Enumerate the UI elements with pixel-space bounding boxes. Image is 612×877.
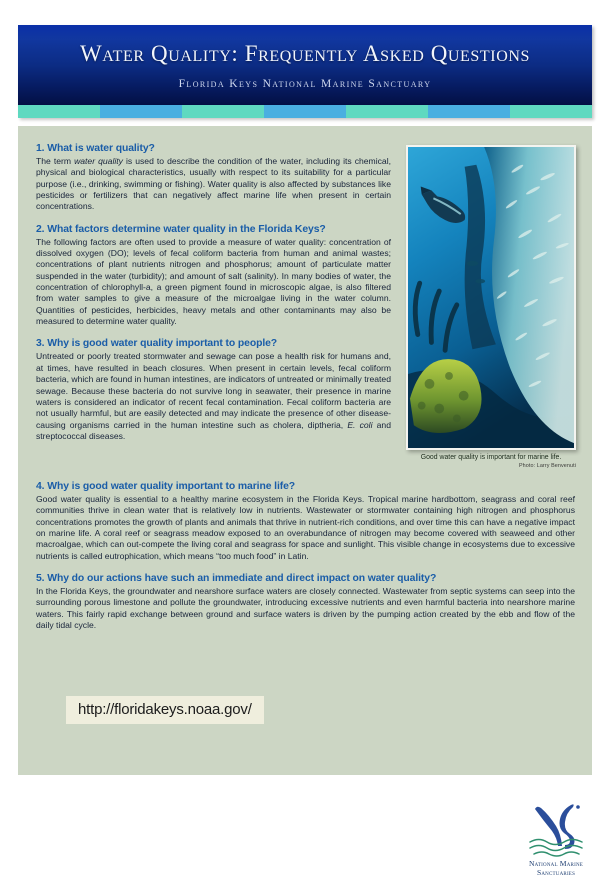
faq-body-1-pre: The term [36, 156, 74, 166]
photo-caption: Good water quality is important for marine life. [406, 454, 576, 463]
faq-body-3 [36, 351, 391, 442]
faq-heading-2: 2. What factors determine water quality in the Florida Keys? [36, 224, 391, 235]
photo-figure [406, 145, 576, 469]
accent-strip-segment-1 [18, 105, 100, 118]
faq-body-1 [36, 156, 391, 213]
page-subtitle: Florida Keys National Marine Sanctuary [18, 78, 592, 90]
logo-text [515, 860, 597, 877]
photo-credit: Photo: Larry Benvenuti [406, 463, 576, 469]
accent-strip-segment-7 [510, 105, 592, 118]
title-banner [18, 25, 592, 105]
content-panel [18, 126, 592, 775]
faq-body-2: The following factors are often used to provide a measure of water quality: concentration of dissolved oxygen (DO); levels of fecal coliform bacteria from human and animal wastes; concentrations of plant nutrients nitrogen and phosphorus; amount of particulate matter suspended in the water (turbidity); and amount of salt (salinity). In many bodies of water, the concentration of chlorophyll-a, a green pigment found in microscopic algae, is also filtered from water samples to give a measure of the microalgae living in the water column. Quantities of pesticides, herbicides, heavy metals and other contaminants may also be measured to determine water quality. [36, 237, 391, 328]
faq-body-3-italic: E. coli [347, 420, 372, 430]
national-marine-sanctuaries-logo [515, 804, 597, 877]
faq-item-3 [36, 338, 391, 442]
accent-strip-segment-3 [182, 105, 264, 118]
accent-strip-segment-2 [100, 105, 182, 118]
faq-item-5 [36, 573, 575, 631]
faq-body-3-tail: and streptococcal diseases. [36, 420, 391, 441]
faq-body-3-main: Untreated or poorly treated stormwater and sewage can pose a health risk for humans and, at times, have resulted in beach closures. When present in certain levels, fecal coliform bacteria, which are found in human intestines, are indicators of untreated or minimally treated sewage. Because these bacteria do not survive long in seawater, their presence in marine waters is considered an indicator of recent fecal contamination. Fecal coliform bacteria are not usually harmful, but are easily detected and may indicate the presence of other disease-causing organisms carried in the human intestine such as cholera, diptheria, [36, 351, 391, 429]
faq-body-5: In the Florida Keys, the groundwater and nearshore surface waters are closely connected. Wastewater from septic systems can seep into the surrounding porous limestone and pollute the groundwater, introducing excessive nutrients and even harmful bacteria into nearshore marine waters. This fairly rapid exchange between ground and surface waters is driven by the pumping action created by the ebb and flow of the daily tidal cycle. [36, 586, 575, 631]
faq-heading-4: 4. Why is good water quality important to marine life? [36, 481, 575, 492]
accent-color-strip [18, 105, 592, 118]
logo-text-line2: Sanctuaries [515, 869, 597, 877]
website-url[interactable]: http://floridakeys.noaa.gov/ [66, 696, 264, 724]
faq-item-2 [36, 224, 391, 328]
faq-item-4 [36, 481, 575, 562]
faq-heading-1: 1. What is water quality? [36, 143, 391, 154]
logo-text-line1: National Marine [515, 860, 597, 869]
faq-item-1 [36, 143, 391, 213]
faq-column-left [36, 143, 391, 442]
whale-tail-icon [525, 804, 587, 858]
page-title: Water Quality: Frequently Asked Questions [18, 41, 592, 67]
faq-heading-3: 3. Why is good water quality important to people? [36, 338, 391, 349]
faq-heading-5: 5. Why do our actions have such an immediate and direct impact on water quality? [36, 573, 575, 584]
faq-body-1-italic: water quality [74, 156, 123, 166]
faq-column-full [36, 481, 575, 631]
accent-strip-segment-6 [428, 105, 510, 118]
faq-body-1-rest: is used to describe the condition of the water, including its chemical, physical and biological characteristics, usually with respect to its suitability for a particular purpose (i.e., drinking, swimming or fishing). Water quality is also affected by substances like pesticides or fertilizers that can negatively affect marine life when present in certain concentrations. [36, 156, 391, 211]
faq-body-4: Good water quality is essential to a healthy marine ecosystem in the Florida Keys. Tropical marine hardbottom, seagrass and coral reef communities thrive in clean water that is relatively low in nutrients. Wastewater or stormwater containing high nitrogen and phosphorus concentrations promotes the growth of plants and animals that thrive in nutrient-rich conditions, and over time this can have a negative impact on marine life. A coral reef or seagrass meadow exposed to an overabundance of nitrogen may become covered with seaweed and other macroalgae, which can out-compete the living coral and seagrass for space and sunlight. This visible change in ecosystems due to excessive nutrients is called eutrophication, which means “too much food” in Latin. [36, 494, 575, 562]
coral-reef-underwater-photo [406, 145, 576, 450]
accent-strip-segment-4 [264, 105, 346, 118]
accent-strip-segment-5 [346, 105, 428, 118]
